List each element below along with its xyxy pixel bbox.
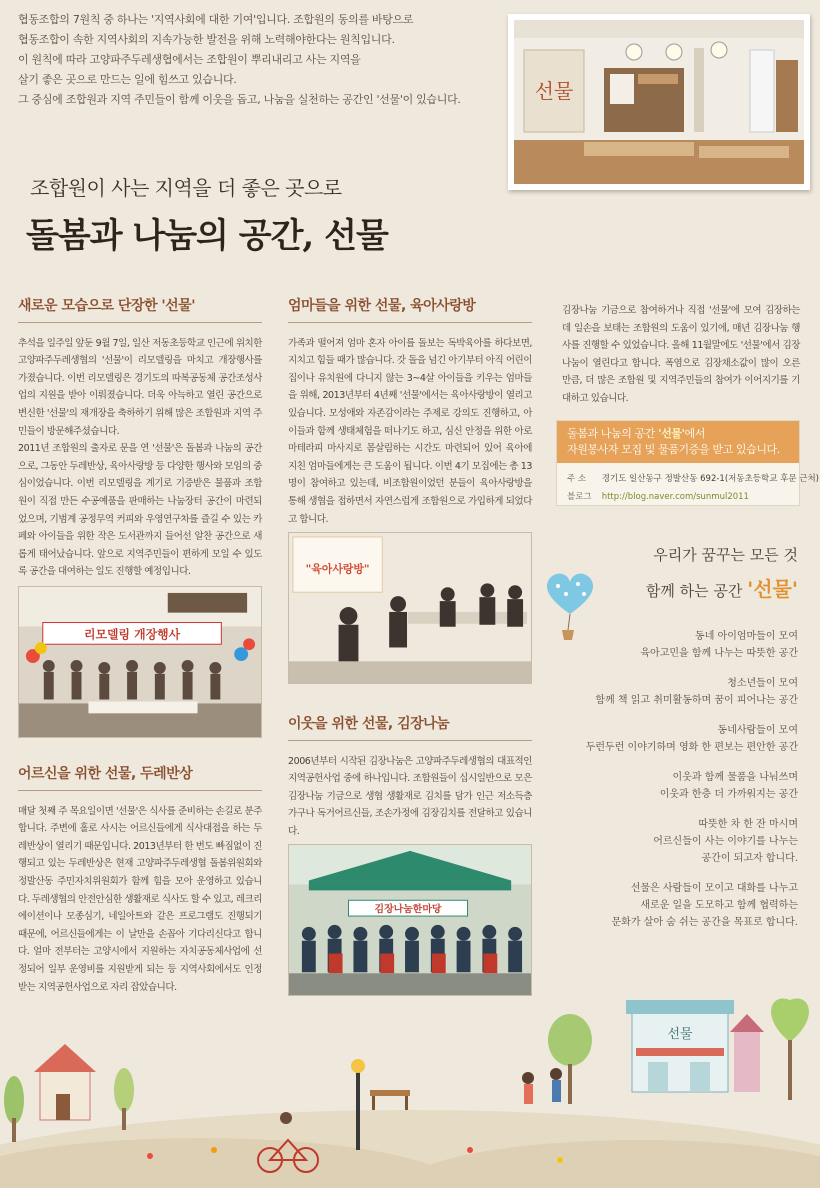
column-right (562, 302, 800, 408)
section-heading-renewal: 새로운 모습으로 단장한 '선물' (18, 298, 262, 323)
poem-line: 어르신들이 사는 이야기를 나누는 (653, 836, 798, 847)
cafe-interior-photo (508, 14, 810, 190)
kimjang-event-photo (288, 844, 532, 996)
section-body-kimjang-continued: 김장나눔 기금으로 참여하거나 직접 '선물'에 모여 김장하는 데 일손을 보태는 조합원의 도움이 있기에, 매년 김장나눔 행사를 진행할 수 있었습니다. 올해 11월말에도 '선물'에서 김장나눔이 열린다고 합니다. 폭염으로 김장채소값이 많이 오른 만큼, 더 많은 조합원 및 지역주민들의 참여가 이어지기를 기대하고 있습니다. (562, 305, 800, 404)
intro-line: 협동조합이 속한 지역사회의 지속가능한 발전을 위해 노력해야한다는 원칙입니다. (18, 33, 395, 46)
column-left-lower (18, 766, 262, 996)
poem-line: 공간이 되고자 합니다. (701, 853, 798, 864)
section-body-mothers: 가족과 떨어져 엄마 혼자 아이를 돌보는 독박육아를 하다보면, 지치고 힘들 때가 많습니다. 갓 돌을 넘긴 아기부터 아직 어린이집이나 유치원에 다니지 않는 3~4살 아이들을 키우는 엄마들을 위해, 2013년부터 4년째 '선물'에서는 육아사랑방이 열리고 있습니다. 모성애와 자존감이라는 주제로 강의도 진행하고, 아이들과 함께 생태체험을 떠나기도 하고, 심신 안정을 위한 아로마테라피 마사지로 몸살림하는 시간도 마련되어 있어 육아에 지친 엄마들에게는 큰 도움이 됩니다. 이번 4기 모집에는 총 13명이 참여하고 있는데, 비조합원이었던 분들이 육아사랑방을 통해 생협을 접하면서 자연스럽게 조합원으로 가입하게 되었다고 합니다. (288, 337, 532, 525)
poem-line: 선물은 사람들이 모이고 대화를 나누고 (630, 883, 798, 894)
remodel-event-photo (18, 586, 262, 738)
poem-line: 새로운 일을 도모하고 함께 협력하는 (640, 900, 798, 911)
poem-stanza (518, 628, 798, 662)
poem-line: 이웃과 함께 물품을 나눠쓰며 (672, 772, 798, 783)
kimjang-banner-text: 김장나눔한마당 (374, 904, 442, 916)
section-heading-elders: 어르신을 위한 선물, 두레반상 (18, 766, 262, 791)
article-subtitle: 조합원이 사는 지역을 더 좋은 곳으로 (30, 176, 342, 200)
volunteer-banner (557, 421, 799, 463)
section-heading-mothers: 엄마들을 위한 선물, 육아사랑방 (288, 298, 532, 323)
intro-line: 살기 좋은 곳으로 만드는 일에 힘쓰고 있습니다. (18, 73, 237, 86)
poem-line: 동네 아이엄마들이 모여 (695, 631, 798, 642)
poem-heading (646, 544, 798, 602)
intro-line: 그 중심에 조합원과 지역 주민들이 함께 이웃을 돕고, 나눔을 실천하는 공간인 '선물'이 있습니다. (18, 93, 461, 106)
cafe-sign-text: 선물 (534, 79, 574, 103)
intro-line: 이 원칙에 따라 고양파주두레생협에서는 조합원이 뿌리내리고 사는 지역을 (18, 53, 361, 66)
section-body-kimjang: 2006년부터 시작된 김장나눔은 고양파주두레생협의 대표적인 지역공헌사업 중에 하나입니다. 조합원들이 십시일반으로 모은 김장나눔 기금으로 생협 생활재로 김치를 담가 인근 저소득층 가구나 독거어르신들, 조손가정에 김장김치를 전달하고 있습니다. (288, 755, 532, 837)
poem-line: 문화가 살아 숨 쉬는 공간을 목표로 합니다. (611, 917, 798, 928)
blog-label: 블로그 (567, 492, 592, 502)
poem-line: 동네사람들이 모여 (717, 725, 798, 736)
poem-stanza (518, 722, 798, 756)
poem-line: 따뜻한 차 한 잔 마시며 (698, 819, 798, 830)
poem-line: 육아고민을 함께 나누는 따뜻한 공간 (640, 648, 798, 659)
column-left (18, 298, 262, 581)
poem-heading-line2 (646, 573, 798, 602)
poem-line: 함께 책 읽고 취미활동하며 꿈이 피어나는 공간 (595, 695, 798, 706)
remodel-banner-text: 리모델링 개장행사 (84, 627, 181, 642)
poem-stanza (518, 769, 798, 803)
poem-heading-line1: 우리가 꿈꾸는 모든 것 (653, 546, 798, 564)
blog-link[interactable]: http://blog.naver.com/sunmul2011 (601, 492, 749, 502)
village-illustration (0, 990, 820, 1188)
banner-line-2: 자원봉사자 모집 및 물품기증을 받고 있습니다. (567, 443, 780, 456)
address-value: 경기도 일산동구 정발산동 692-1(저동초등학교 후문 근처) (601, 474, 819, 484)
banner-gift-highlight: '선물' (658, 427, 685, 440)
poem-line: 이웃과 한층 더 가까워지는 공간 (659, 789, 798, 800)
poem-stanza (518, 675, 798, 709)
banner-text-post: 에서 (684, 427, 705, 440)
article-title: 돌봄과 나눔의 공간, 선물 (26, 216, 388, 256)
column-middle-lower (288, 716, 532, 841)
address-label: 주 소 (567, 474, 587, 484)
poem-line: 두런두런 이야기하며 영화 한 편보는 편안한 공간 (585, 742, 798, 753)
parenting-room-photo (288, 532, 532, 684)
poem-heading-pre: 함께 하는 공간 (645, 582, 748, 600)
section-body-renewal-2: 2011년 조합원의 출자로 문을 연 '선물'은 돌봄과 나눔의 공간으로, 그동안 두레반상, 육아사랑방 등 다양한 행사와 모임의 중심이었습니다. 이번 리모델링을 계기로 기증받은 물품과 조합원이 직접 만든 수공예품을 판매하는 나눔장터 공간이 마련되었으며, 기범계 공정무역 커피와 우영연구차를 즐길 수 있는 카페와 아이들을 위한 작은 도서관까지 들어선 알찬 공간으로 새롭게 태어났습니다. 앞으로 지역주민들이 편하게 모일 수 있도록 공간을 대여하는 일도 진행할 예정입니다. (18, 443, 262, 578)
intro-paragraph (18, 10, 508, 110)
section-body-renewal: 추석을 일주일 앞둔 9월 7일, 일산 저동초등학교 인근에 위치한 고양파주두레생협의 '선물'이 리모델링을 마치고 개장행사를 가졌습니다. 이번 리모델링은 경기도의 따복공동체 공간조성사업의 지원을 받아 이뤄졌습니다. 더욱 아늑하고 열린 공간으로 변신한 '선물'의 재개장을 축하하기 위해 많은 조합원과 지역 주민들이 방문해주셨습니다. (18, 337, 262, 437)
poem-line: 청소년들이 모여 (727, 678, 798, 689)
poem-heading-gift: '선물' (747, 577, 798, 601)
blog-row (557, 487, 799, 505)
poem-body (518, 628, 798, 944)
intro-line: 협동조합의 7원칙 중 하나는 '지역사회에 대한 기여'입니다. 조합원의 동의를 바탕으로 (18, 13, 414, 26)
parenting-banner-text: "육아사랑방" (305, 562, 370, 576)
column-middle (288, 298, 532, 528)
section-heading-kimjang: 이웃을 위한 선물, 김장나눔 (288, 716, 532, 741)
banner-text-pre: 돌봄과 나눔의 공간 (567, 427, 659, 440)
section-body-elders: 매달 첫째 주 목요일이면 '선물'은 식사를 준비하는 손길로 분주합니다. 주변에 홀로 사시는 어르신들에게 식사대접을 하는 두레반상이 열리기 때문입니다. 2013년부터 한 번도 빠짐없이 진행되고 있는 두레반상은 현재 고양파주두레생협 돌봄위원회와 정발산동 주민자치위원회가 함께 힘을 모아 운영하고 있습니다. 두레생협의 안전안심한 생활재로 식사도 할 수 있고, 레크리에이션이나 모종심기, 네일아트와 같은 프로그램도 진행되기 때문에, 어르신들에게는 이 날만을 손꼽아 기다리신다고 합니다. 얼마 전부터는 고양시에서 지원하는 자치공동체사업에 선정되어 일부 운영비를 지원받게 되는 등 지역사회에서도 인정받는 지역공헌사업으로 자리 잡았습니다. (18, 805, 262, 993)
poem-stanza (518, 816, 798, 867)
address-row (557, 469, 819, 487)
poem-stanza (518, 880, 798, 931)
shop-sign-text: 선물 (667, 1027, 693, 1042)
volunteer-info-box (556, 420, 819, 506)
